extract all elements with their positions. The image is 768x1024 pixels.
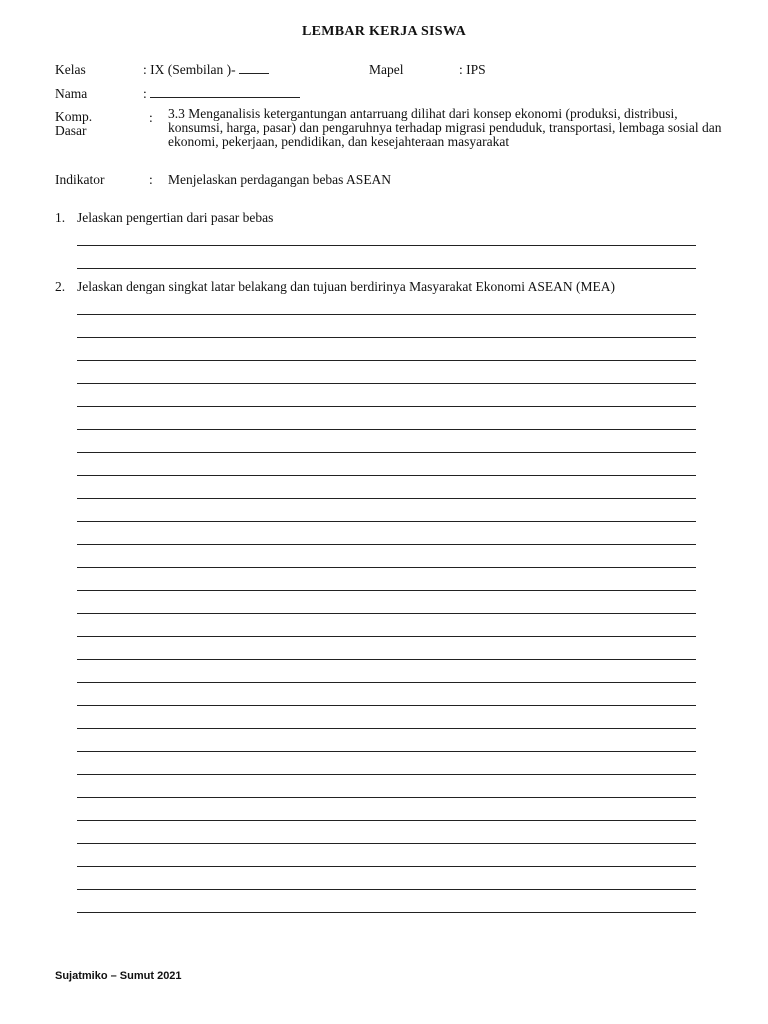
question-1-number: 1. [55,210,66,225]
answer-line[interactable] [77,383,696,384]
indikator-text: Menjelaskan perdagangan bebas ASEAN [168,172,392,187]
kd-text: 3.3 Menganalisis ketergantungan antarruang dilihat dari konsep ekonomi (produksi, distribusi, konsumsi, harga, pasar) dan pengaruhnya terhadap migrasi penduduk, transportasi, lembaga sosial dan ekonomi, pekerjaan, pendidikan, dan kesejahteraan masyarakat [168,106,722,149]
answer-line[interactable] [77,820,696,821]
answer-line[interactable] [77,705,696,706]
answer-line[interactable] [77,498,696,499]
answer-line[interactable] [77,521,696,522]
kd-label-line1: Komp. [55,109,93,124]
answer-line[interactable] [77,475,696,476]
answer-line[interactable] [77,406,696,407]
answer-line[interactable] [77,429,696,430]
kelas-value-text: : IX (Sembilan )- [143,62,236,77]
nama-colon: : [143,86,147,101]
answer-line[interactable] [77,659,696,660]
answer-line[interactable] [77,337,696,338]
answer-line[interactable] [77,590,696,591]
answer-line[interactable] [77,728,696,729]
mapel-label: Mapel [369,62,404,77]
answer-line[interactable] [77,360,696,361]
nama-blank[interactable] [150,87,300,98]
kd-colon: : [149,110,153,125]
answer-line[interactable] [77,245,696,246]
kd-label-line2: Dasar [55,123,87,138]
page-title: LEMBAR KERJA SISWA [301,24,467,39]
answer-line[interactable] [77,268,696,269]
answer-line[interactable] [77,797,696,798]
answer-line[interactable] [77,774,696,775]
answer-line[interactable] [77,866,696,867]
answer-line[interactable] [77,567,696,568]
footer-credit: Sujatmiko – Sumut 2021 [55,970,182,982]
nama-label: Nama [55,86,88,101]
answer-line[interactable] [77,314,696,315]
answer-line[interactable] [77,912,696,913]
kelas-blank[interactable] [239,63,269,74]
kelas-label: Kelas [55,62,86,77]
answer-line[interactable] [77,843,696,844]
answer-line[interactable] [77,636,696,637]
indikator-label: Indikator [55,172,105,187]
answer-line[interactable] [77,751,696,752]
answer-line[interactable] [77,889,696,890]
nama-value [143,86,300,102]
indikator-colon: : [149,172,153,187]
answer-line[interactable] [77,613,696,614]
question-2-text: Jelaskan dengan singkat latar belakang dan tujuan berdirinya Masyarakat Ekonomi ASEAN (MEA) [77,279,615,294]
question-2-number: 2. [55,279,66,294]
answer-line[interactable] [77,544,696,545]
answer-line[interactable] [77,452,696,453]
answer-line[interactable] [77,682,696,683]
question-1-text: Jelaskan pengertian dari pasar bebas [77,210,274,225]
mapel-value: : IPS [459,62,486,77]
kelas-value [143,62,269,78]
